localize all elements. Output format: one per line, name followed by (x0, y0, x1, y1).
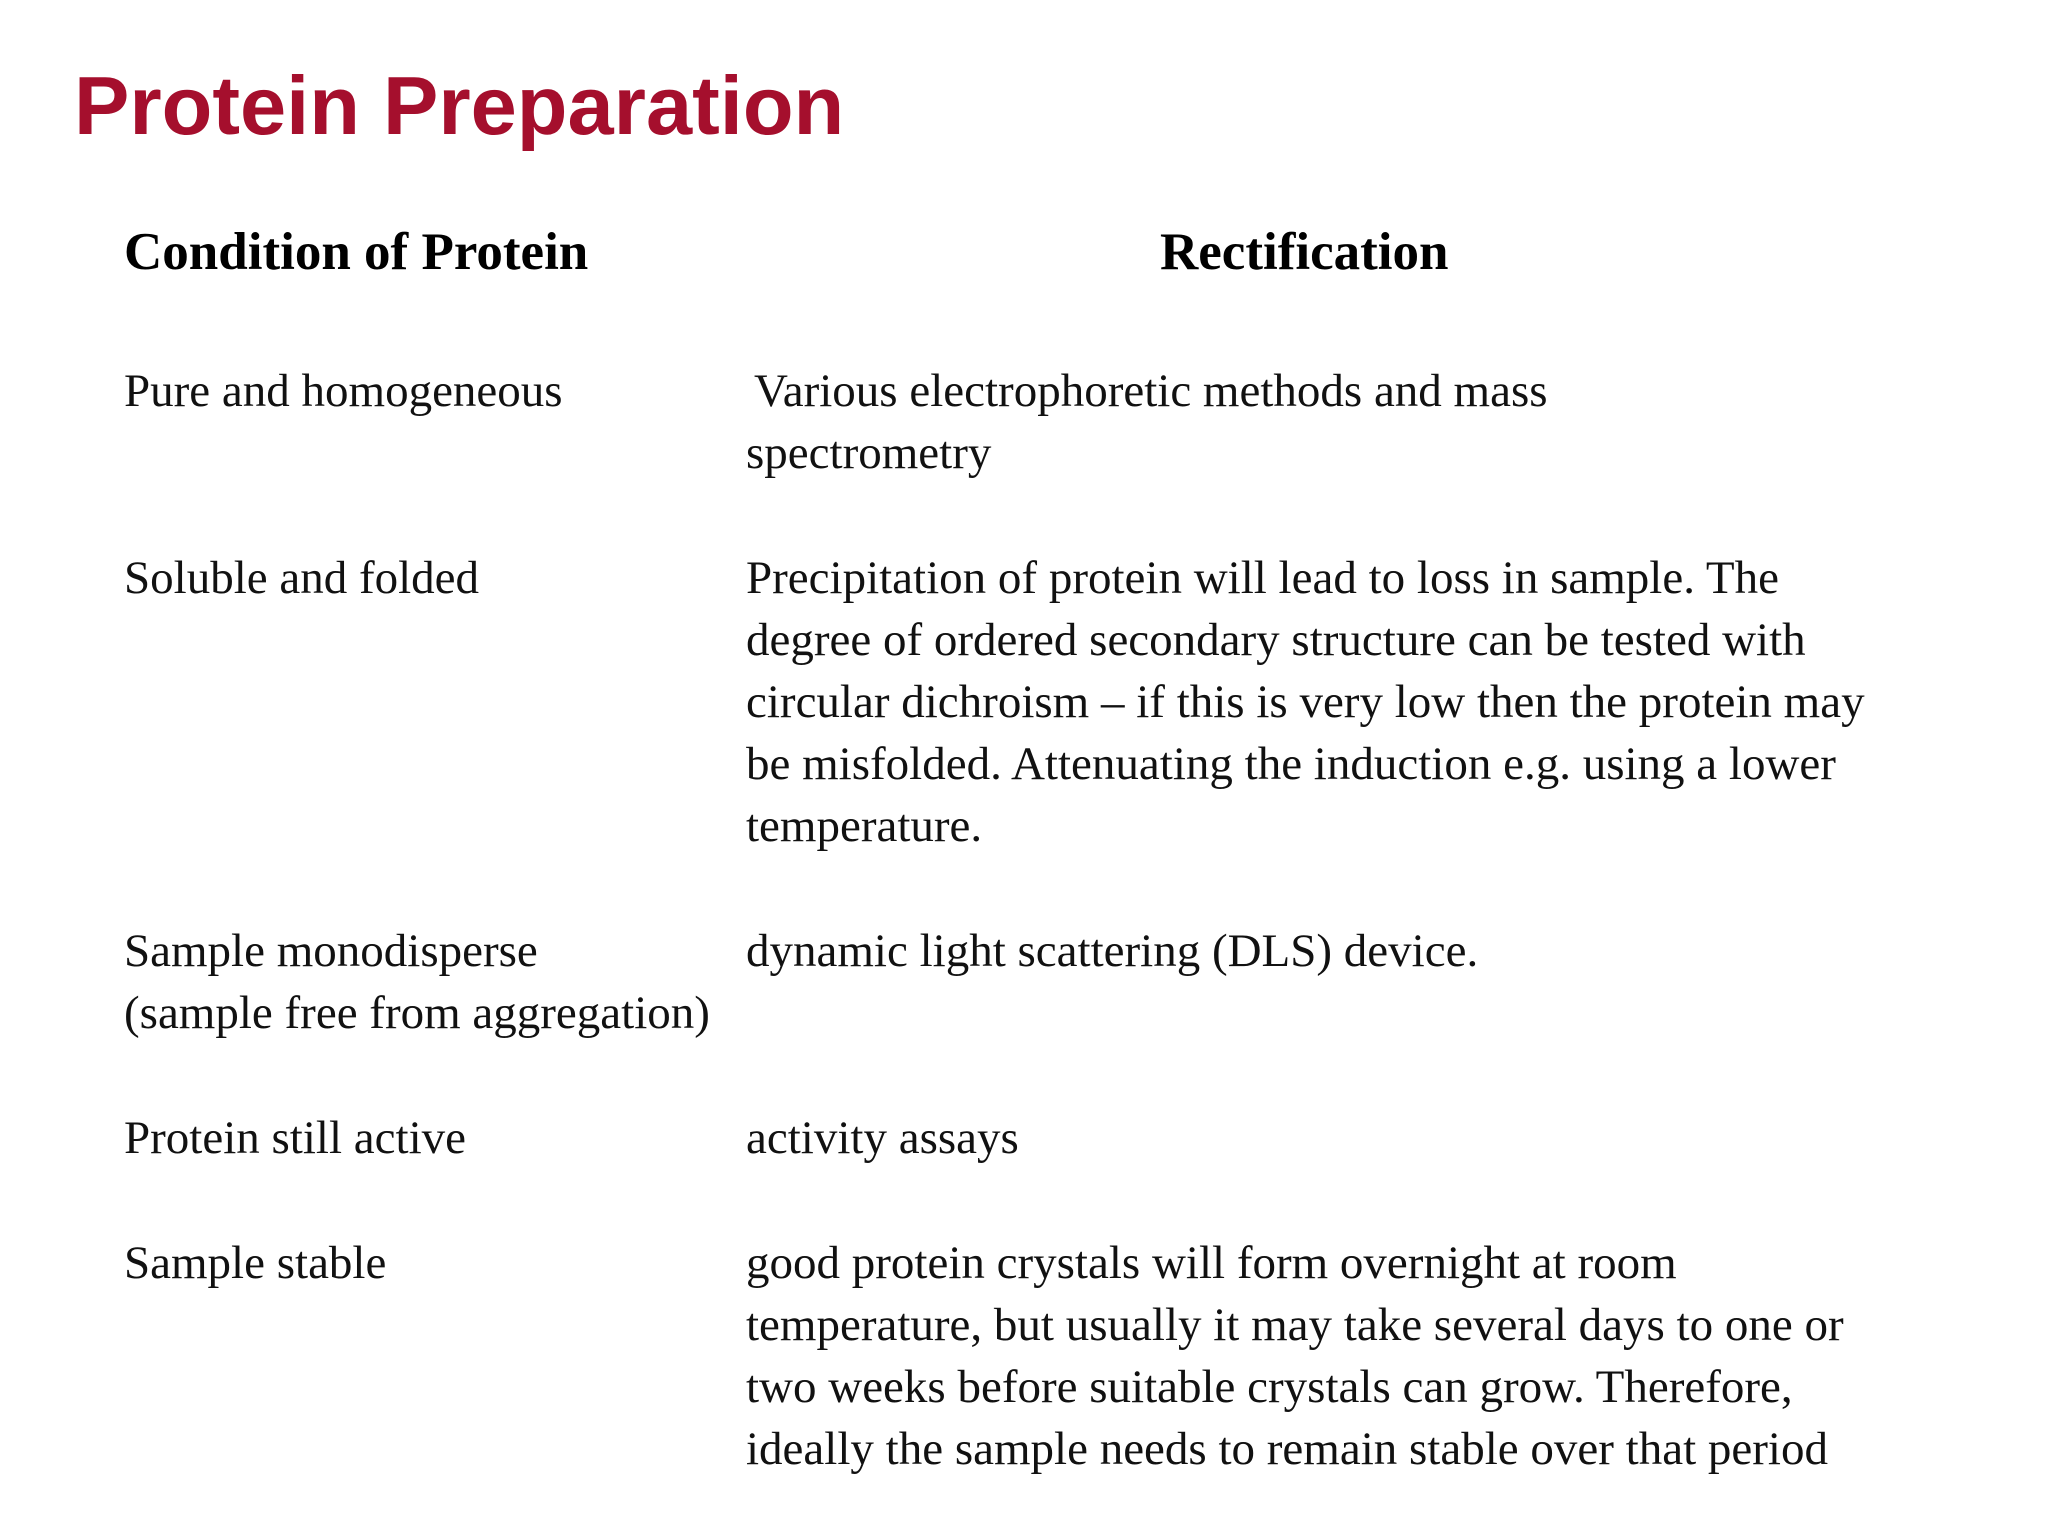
condition-cell: Pure and homogeneous (124, 365, 563, 417)
rectification-cell: Precipitation of protein will lead to loss in sample. The degree of ordered secondary structure can be tested with circular dichroism – if this is very low then the protein may be misfolded. Attenuating the induction e.g. using a lower temperature. (746, 552, 1865, 852)
rectification-cell: activity assays (746, 1112, 1019, 1164)
column-header-rectification: Rectification (1160, 223, 1449, 281)
column-header-condition: Condition of Protein (124, 223, 589, 281)
table-row (124, 1232, 2004, 1480)
rectification-cell: dynamic light scattering (DLS) device. (746, 925, 1479, 977)
table-row (124, 920, 2004, 1044)
slide-title: Protein Preparation (74, 59, 845, 152)
rectification-text: Various electrophoretic methods and mass spectrometry (746, 365, 1548, 479)
rectification-cell: good protein crystals will form overnight at room temperature, but usually it may take several days to one or two weeks before suitable crystals can grow. Therefore, ideally the sample needs to remain stable over that period (746, 1237, 1844, 1475)
condition-cell: Sample stable (124, 1237, 387, 1289)
table-row (124, 547, 2004, 857)
table-row (124, 360, 2004, 484)
condition-cell: Soluble and folded (124, 552, 480, 604)
condition-cell: Sample monodisperse (sample free from aggregation) (124, 925, 710, 1039)
table-row (124, 1107, 2004, 1169)
conditions-table (124, 360, 2004, 1480)
rectification-cell (746, 360, 2048, 484)
condition-cell: Protein still active (124, 1112, 466, 1164)
